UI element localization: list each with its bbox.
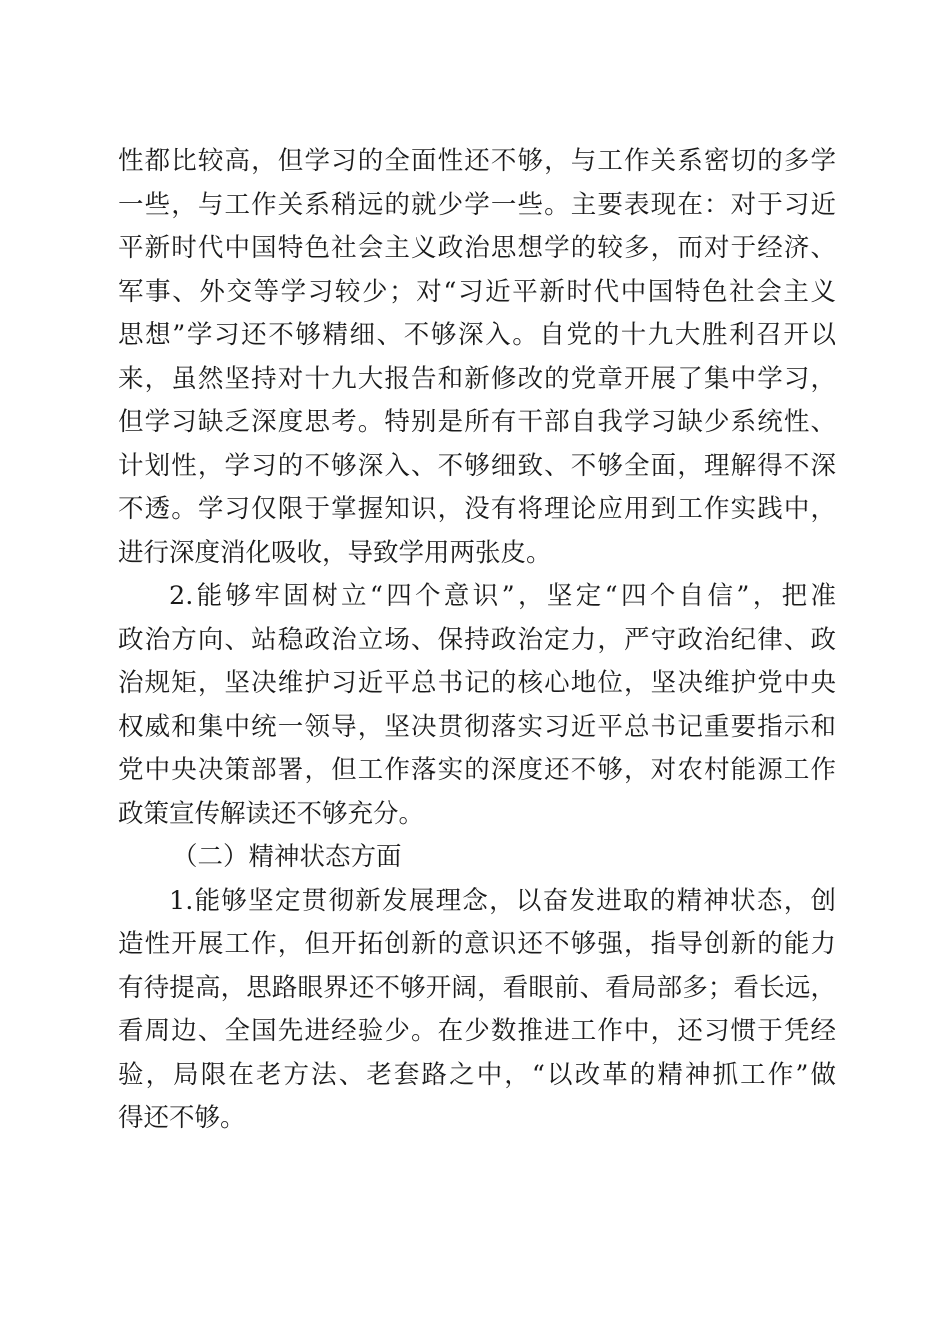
- paragraph-line: 政策宣传解读还不够充分。: [118, 798, 425, 829]
- paragraph-line: 验，局限在老方法、老套路之中，“以改革的精神抓工作”做: [118, 1059, 836, 1090]
- paragraph-line: 不透。学习仅限于掌握知识，没有将理论应用到工作实践中，: [118, 494, 836, 524]
- paragraph-line: 但学习缺乏深度思考。特别是所有干部自我学习缺少系统性、: [118, 407, 836, 437]
- paragraph-line: 党中央决策部署，但工作落实的深度还不够，对农村能源工作: [118, 755, 836, 785]
- paragraph-line: 一些，与工作关系稍远的就少学一些。主要表现在：对于习近: [118, 189, 836, 220]
- section-heading: （二）精神状态方面: [172, 842, 402, 872]
- document-body: [118, 140, 836, 1141]
- paragraph-line: 军事、外交等学习较少；对“习近平新时代中国特色社会主义: [118, 276, 836, 307]
- paragraph-line: 造性开展工作，但开拓创新的意识还不够强，指导创新的能力: [118, 929, 836, 959]
- paragraph-line: 思想”学习还不够精细、不够深入。自党的十九大胜利召开以: [118, 320, 836, 350]
- paragraph-line: 进行深度消化吸收，导致学用两张皮。: [118, 537, 552, 568]
- paragraph-line: 政治方向、站稳政治立场、保持政治定力，严守政治纪律、政: [118, 624, 836, 655]
- paragraph-line: 看周边、全国先进经验少。在少数推进工作中，还习惯于凭经: [118, 1016, 836, 1046]
- paragraph-line: 权威和集中统一领导，坚决贯彻落实习近平总书记重要指示和: [118, 711, 836, 742]
- paragraph-line: 得还不够。: [118, 1103, 246, 1133]
- paragraph-line: 来，虽然坚持对十九大报告和新修改的党章开展了集中学习，: [118, 363, 836, 394]
- paragraph-line: 2.能够牢固树立“四个意识”，坚定“四个自信”，把准: [169, 581, 836, 611]
- paragraph-line: 有待提高，思路眼界还不够开阔，看眼前、看局部多；看长远，: [118, 972, 836, 1003]
- paragraph-line: 性都比较高，但学习的全面性还不够，与工作关系密切的多学: [118, 146, 836, 176]
- paragraph-line: 1.能够坚定贯彻新发展理念，以奋发进取的精神状态，创: [169, 885, 836, 916]
- paragraph-line: 计划性，学习的不够深入、不够细致、不够全面，理解得不深: [118, 450, 836, 481]
- paragraph-line: 平新时代中国特色社会主义政治思想学的较多，而对于经济、: [118, 233, 836, 263]
- paragraph-line: 治规矩，坚决维护习近平总书记的核心地位，坚决维护党中央: [118, 668, 836, 698]
